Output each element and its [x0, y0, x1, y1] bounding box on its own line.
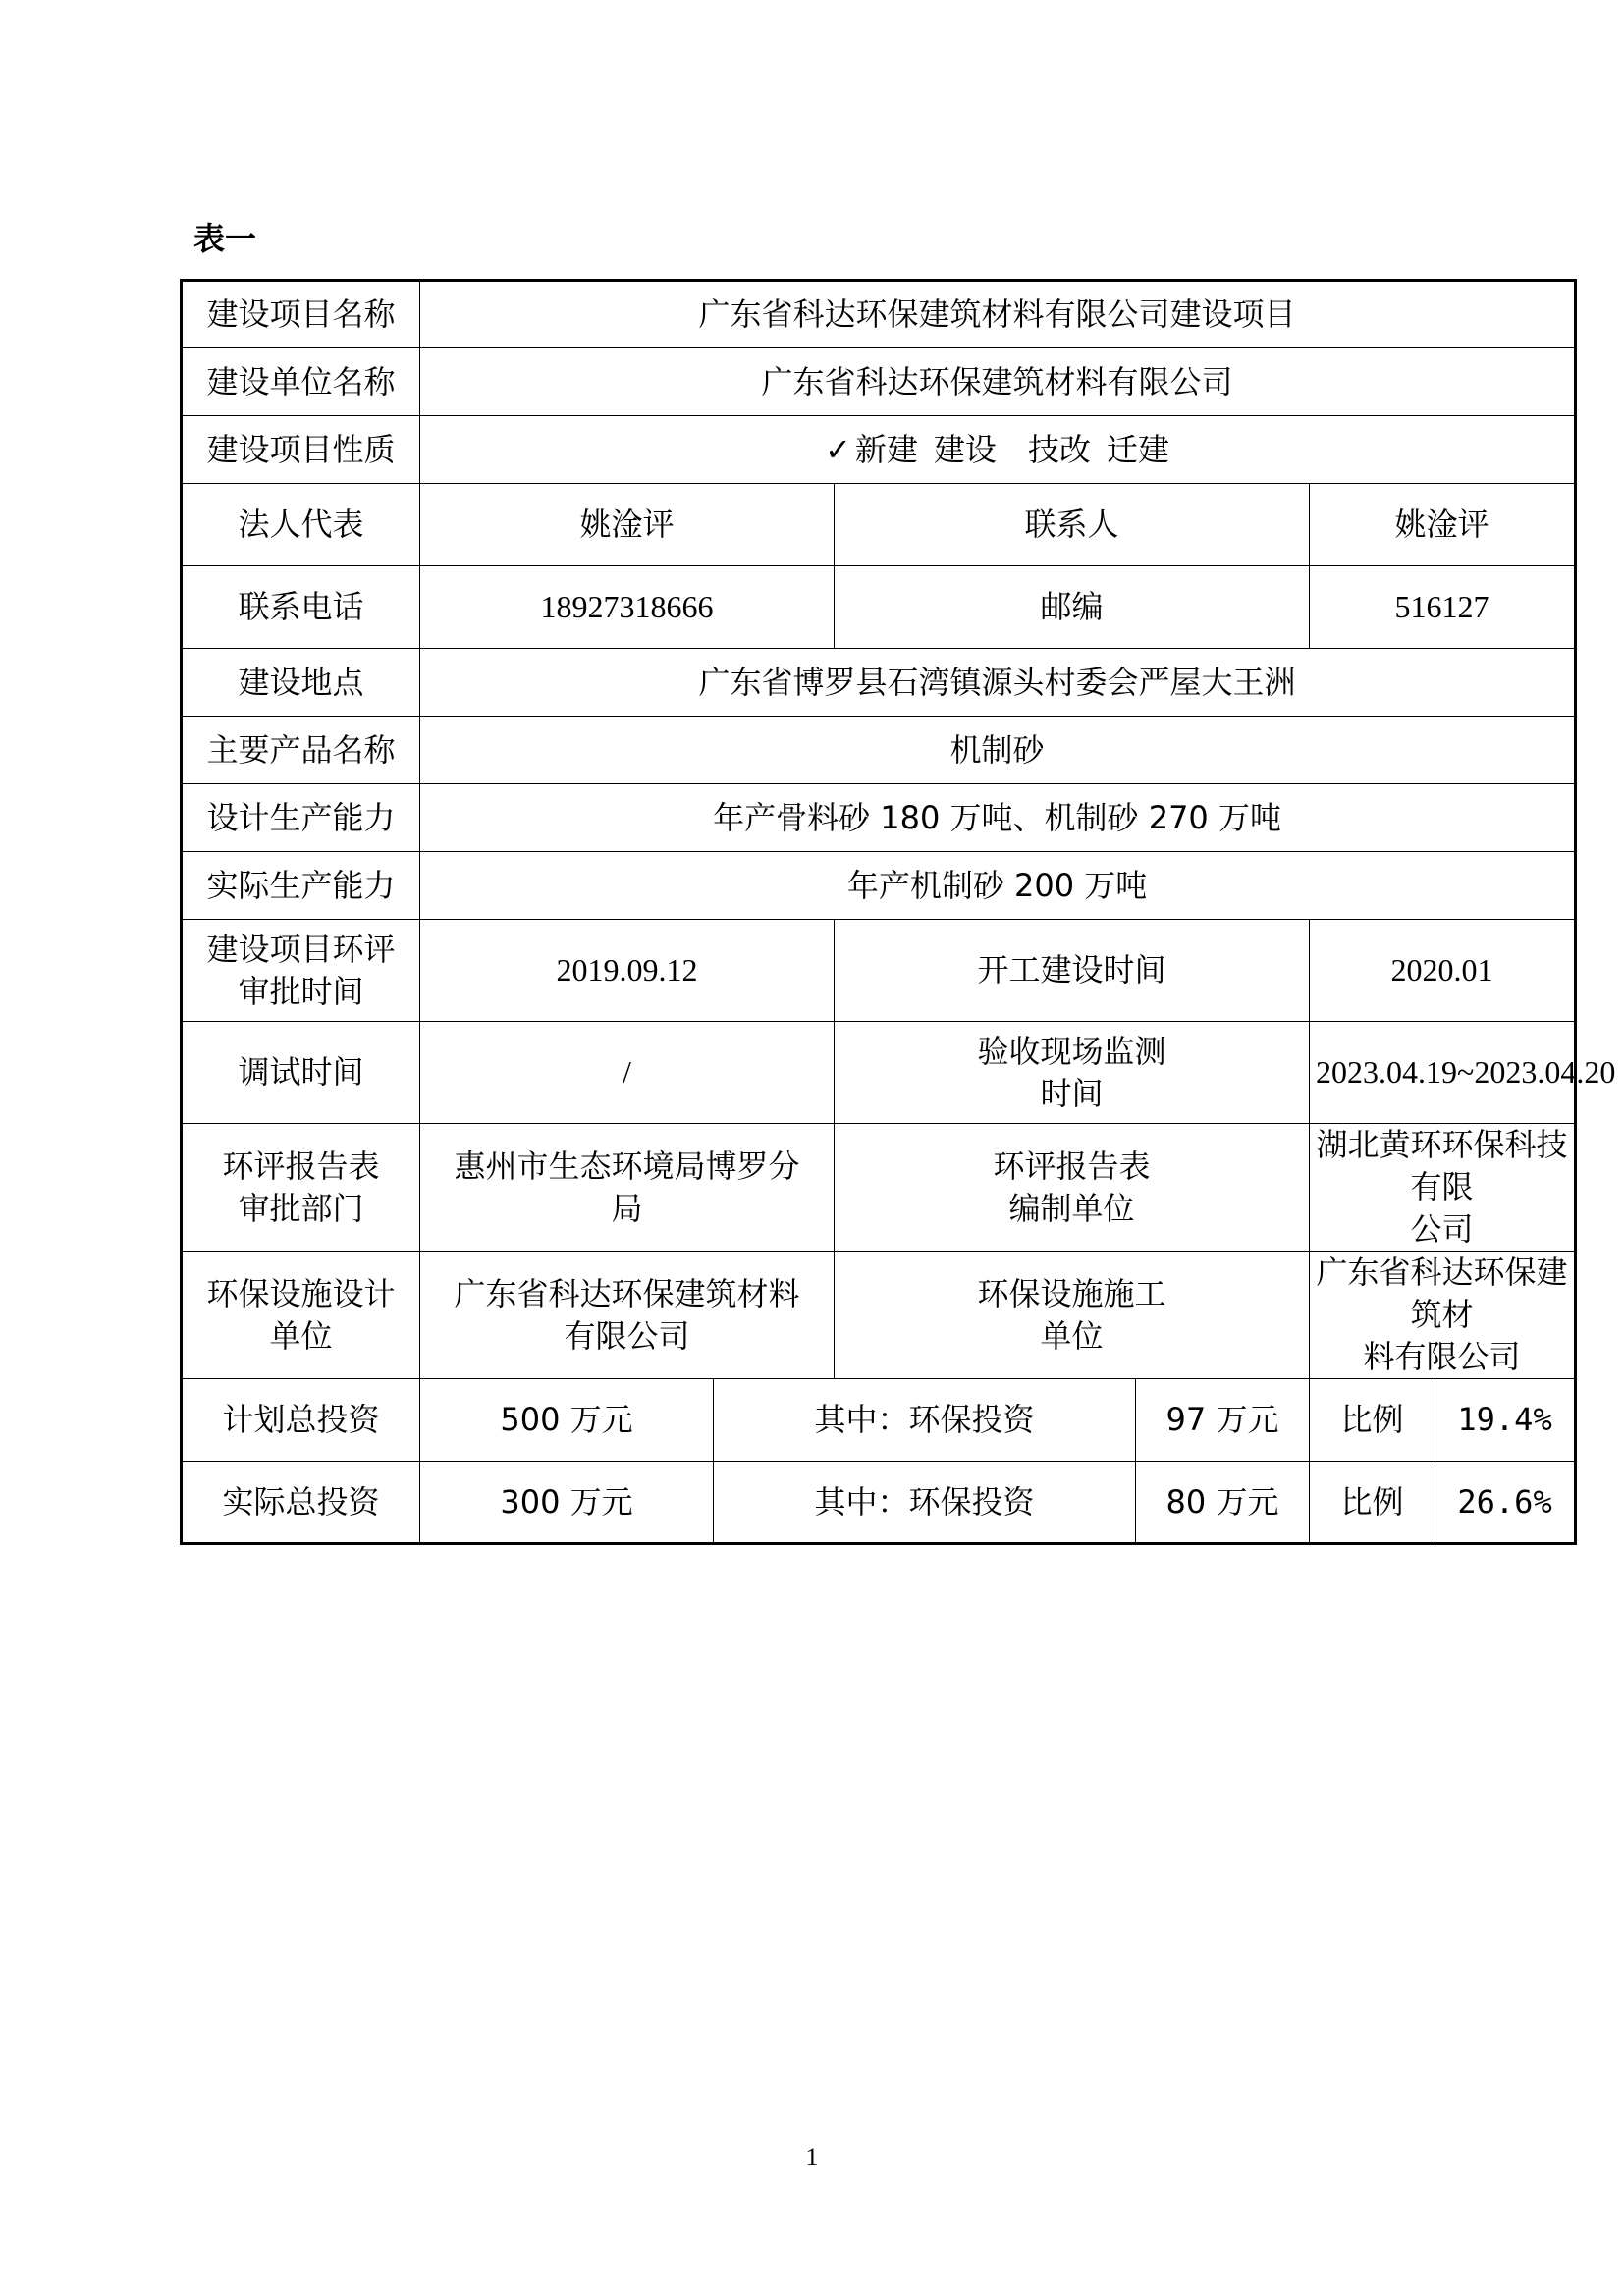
- label-eia-approval-line2: 审批时间: [238, 972, 364, 1010]
- label-design-capacity: 设计生产能力: [182, 784, 420, 852]
- value-actual-investment: 300 万元: [420, 1462, 714, 1544]
- label-phone: 联系电话: [182, 566, 420, 649]
- row-phone: [182, 566, 1576, 649]
- value-project-name: 广东省科达环保建筑材料有限公司建设项目: [420, 281, 1576, 348]
- value-planned-ratio: 19.4%: [1435, 1379, 1576, 1462]
- option-relocation: 迁建: [1106, 430, 1169, 468]
- label-project-nature: 建设项目性质: [182, 416, 420, 484]
- row-eia-approval: [182, 920, 1576, 1022]
- row-actual-capacity: [182, 852, 1576, 920]
- value-env-construction-line1: 广东省科达环保建筑材: [1316, 1254, 1568, 1333]
- label-contact: 联系人: [835, 484, 1310, 566]
- label-eia-compiler-line2: 编制单位: [1008, 1189, 1135, 1227]
- value-phone: 18927318666: [420, 566, 835, 649]
- value-product: 机制砂: [420, 717, 1576, 784]
- row-location: [182, 649, 1576, 717]
- label-actual-investment: 实际总投资: [182, 1462, 420, 1544]
- value-actual-ratio: 26.6%: [1435, 1462, 1576, 1544]
- label-unit-name: 建设单位名称: [182, 348, 420, 416]
- label-eia-dept-line2: 审批部门: [238, 1189, 364, 1227]
- row-env-design: [182, 1252, 1576, 1379]
- label-eia-compiler: [835, 1124, 1310, 1252]
- value-contact: 姚淦评: [1310, 484, 1576, 566]
- value-env-design-line1: 广东省科达环保建筑材料: [454, 1274, 800, 1312]
- label-env-construction-line1: 环保设施施工: [977, 1274, 1166, 1312]
- value-eia-dept: [420, 1124, 835, 1252]
- value-acceptance-monitoring: 2023.04.19~2023.04.20: [1310, 1022, 1576, 1124]
- value-env-design-line2: 有限公司: [564, 1316, 690, 1355]
- value-legal-rep: 姚淦评: [420, 484, 835, 566]
- row-product: [182, 717, 1576, 784]
- label-env-construction: [835, 1252, 1310, 1379]
- label-env-design-line2: 单位: [269, 1316, 333, 1355]
- value-eia-compiler: [1310, 1124, 1576, 1252]
- value-project-nature: [420, 416, 1576, 484]
- value-planned-investment: 500 万元: [420, 1379, 714, 1462]
- value-start-construction: 2020.01: [1310, 920, 1576, 1022]
- row-planned-investment: [182, 1379, 1576, 1462]
- row-project-nature: [182, 416, 1576, 484]
- label-planned-investment: 计划总投资: [182, 1379, 420, 1462]
- option-renovation: 技改: [1027, 430, 1091, 468]
- value-debug: /: [420, 1022, 835, 1124]
- value-actual-capacity: 年产机制砂 200 万吨: [420, 852, 1576, 920]
- label-env-design-line1: 环保设施设计: [206, 1274, 396, 1312]
- label-location: 建设地点: [182, 649, 420, 717]
- row-eia-dept: [182, 1124, 1576, 1252]
- value-eia-dept-line2: 局: [611, 1189, 643, 1227]
- label-eia-compiler-line1: 环评报告表: [993, 1147, 1151, 1185]
- value-env-design: [420, 1252, 835, 1379]
- label-env-construction-line2: 单位: [1040, 1316, 1104, 1355]
- value-env-construction: [1310, 1252, 1576, 1379]
- page-number: 1: [805, 2143, 819, 2171]
- value-eia-compiler-line1: 湖北黄环环保科技有限: [1316, 1126, 1568, 1205]
- option-new-build: 新建: [854, 430, 918, 468]
- label-actual-capacity: 实际生产能力: [182, 852, 420, 920]
- label-planned-env-investment: 其中：环保投资: [714, 1379, 1136, 1462]
- value-env-construction-line2: 料有限公司: [1363, 1338, 1521, 1375]
- label-actual-env-investment: 其中：环保投资: [714, 1462, 1136, 1544]
- label-acceptance-line1: 验收现场监测: [977, 1032, 1166, 1070]
- label-debug: 调试时间: [182, 1022, 420, 1124]
- value-actual-env-investment: 80 万元: [1136, 1462, 1310, 1544]
- label-start-construction: 开工建设时间: [835, 920, 1310, 1022]
- row-project-name: [182, 281, 1576, 348]
- label-project-name: 建设项目名称: [182, 281, 420, 348]
- value-unit-name: 广东省科达环保建筑材料有限公司: [420, 348, 1576, 416]
- label-eia-approval-line1: 建设项目环评: [206, 930, 396, 968]
- label-eia-dept-line1: 环评报告表: [222, 1147, 380, 1185]
- check-mark-icon: ✓: [825, 430, 851, 468]
- value-planned-env-investment: 97 万元: [1136, 1379, 1310, 1462]
- label-planned-ratio: 比例: [1310, 1379, 1435, 1462]
- label-actual-ratio: 比例: [1310, 1462, 1435, 1544]
- row-legal-rep: [182, 484, 1576, 566]
- label-eia-dept: [182, 1124, 420, 1252]
- value-eia-compiler-line2: 公司: [1410, 1210, 1474, 1248]
- row-debug: [182, 1022, 1576, 1124]
- label-acceptance-line2: 时间: [1040, 1074, 1104, 1112]
- row-actual-investment: [182, 1462, 1576, 1544]
- label-env-design: [182, 1252, 420, 1379]
- label-product: 主要产品名称: [182, 717, 420, 784]
- label-acceptance-monitoring: [835, 1022, 1310, 1124]
- table-title: 表一: [193, 220, 257, 257]
- value-eia-dept-line1: 惠州市生态环境局博罗分: [454, 1147, 800, 1185]
- label-eia-approval: [182, 920, 420, 1022]
- value-location: 广东省博罗县石湾镇源头村委会严屋大王洲: [420, 649, 1576, 717]
- label-postcode: 邮编: [835, 566, 1310, 649]
- value-postcode: 516127: [1310, 566, 1576, 649]
- label-legal-rep: 法人代表: [182, 484, 420, 566]
- value-eia-approval: 2019.09.12: [420, 920, 835, 1022]
- option-construction: 建设: [933, 430, 997, 468]
- row-design-capacity: [182, 784, 1576, 852]
- value-design-capacity: 年产骨料砂 180 万吨、机制砂 270 万吨: [420, 784, 1576, 852]
- row-unit-name: [182, 348, 1576, 416]
- project-info-table: [180, 279, 1616, 1545]
